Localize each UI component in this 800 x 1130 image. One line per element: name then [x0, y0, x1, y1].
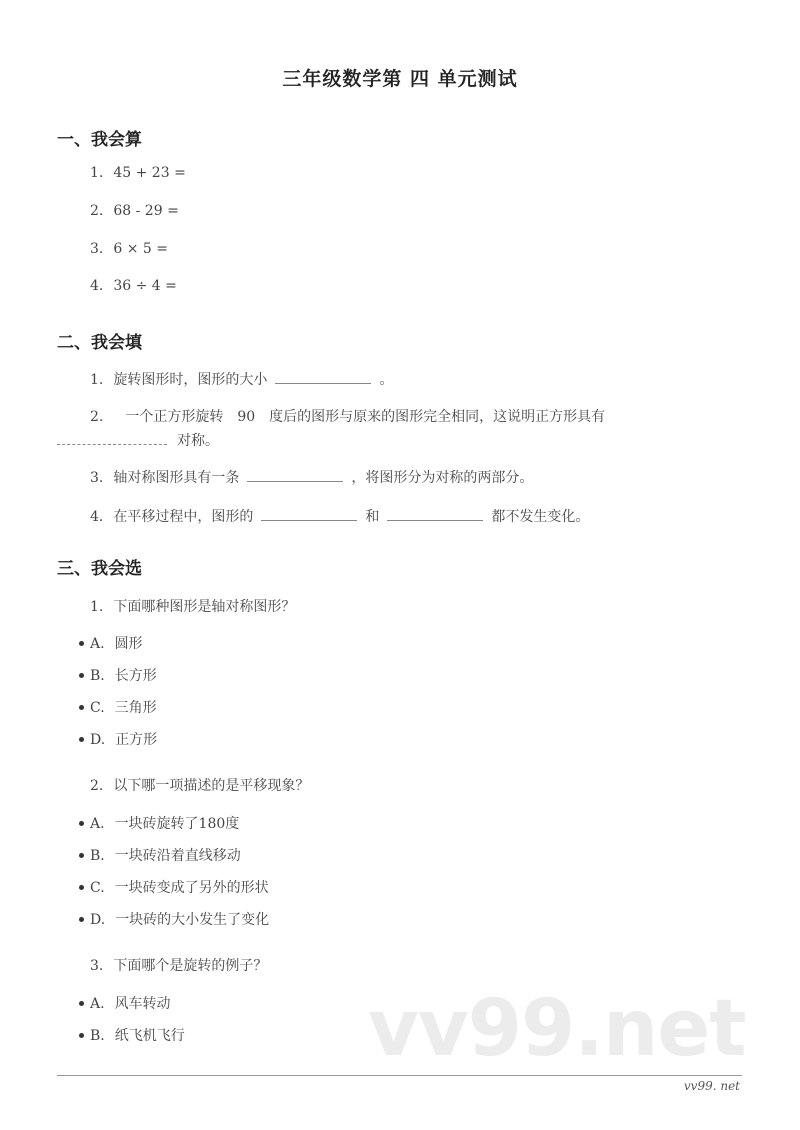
bullet-icon	[79, 1001, 84, 1006]
item-text: 轴对称图形具有一条	[113, 470, 240, 486]
bullet-icon	[79, 705, 84, 710]
item-number: 1.	[90, 165, 104, 181]
bullet-icon	[79, 885, 84, 890]
page-title: 三年级数学第 四 单元测试	[282, 68, 518, 90]
option-text: 正方形	[115, 732, 158, 748]
question-2	[90, 775, 309, 795]
option-label: B.	[90, 848, 105, 864]
option-item[interactable]	[90, 665, 157, 685]
watermark: vv99.net	[368, 984, 746, 1074]
option-label: B.	[90, 1028, 105, 1044]
option-text: 圆形	[114, 636, 143, 652]
item-number: 3.	[90, 958, 104, 974]
bullet-icon	[79, 673, 84, 678]
footer-divider	[57, 1075, 742, 1076]
bullet-icon	[79, 853, 84, 858]
item-text: 一个正方形旋转 90 度后的图形与原来的图形完全相同，这说明正方形具有	[125, 409, 606, 425]
option-text: 长方形	[114, 668, 157, 684]
fill-item-2-cont	[57, 430, 219, 450]
item-number: 1.	[90, 372, 104, 388]
option-label: A.	[90, 636, 105, 652]
option-label: A.	[90, 996, 105, 1012]
item-number: 3.	[90, 241, 104, 257]
option-text: 一块砖沿着直线移动	[114, 848, 241, 864]
option-text: 纸飞机飞行	[114, 1028, 185, 1044]
fill-item-2	[90, 406, 605, 426]
option-item[interactable]	[90, 633, 143, 653]
item-text: 。	[379, 372, 394, 388]
question-3	[90, 955, 267, 975]
item-number: 4.	[90, 509, 104, 525]
item-text: 和	[365, 509, 380, 525]
item-text: 45 + 23 =	[113, 165, 186, 181]
option-item[interactable]	[90, 993, 171, 1013]
option-label: C.	[90, 700, 105, 716]
option-item[interactable]	[90, 1025, 185, 1045]
option-label: D.	[90, 912, 106, 928]
fill-item-1	[90, 369, 393, 389]
option-text: 三角形	[114, 700, 157, 716]
option-label: A.	[90, 816, 105, 832]
option-label: C.	[90, 880, 105, 896]
option-label: D.	[90, 732, 106, 748]
question-text: 以下哪一项描述的是平移现象？	[113, 778, 310, 794]
section-heading-calc: 一、我会算	[57, 130, 142, 150]
option-text: 一块砖旋转了180度	[114, 816, 240, 832]
bullet-icon	[79, 821, 84, 826]
question-text: 下面哪种图形是轴对称图形？	[113, 599, 296, 615]
option-label: B.	[90, 668, 105, 684]
option-text: 风车转动	[114, 996, 171, 1012]
answer-blank[interactable]	[387, 508, 483, 521]
calc-item-4	[90, 278, 177, 294]
item-text: 6 × 5 =	[113, 241, 168, 257]
option-text: 一块砖变成了另外的形状	[114, 880, 269, 896]
item-text: 68 - 29 =	[113, 203, 179, 219]
answer-blank[interactable]	[247, 469, 343, 482]
option-item[interactable]	[90, 877, 269, 897]
footer-site: vv99. net	[683, 1079, 740, 1093]
item-text: 对称。	[177, 433, 219, 449]
calc-item-2	[90, 203, 179, 219]
fill-item-4	[90, 506, 589, 526]
bullet-icon	[79, 917, 84, 922]
question-text: 下面哪个是旋转的例子？	[113, 958, 268, 974]
option-item[interactable]	[90, 813, 239, 833]
question-1	[90, 596, 295, 616]
option-item[interactable]	[90, 909, 269, 929]
option-item[interactable]	[90, 697, 157, 717]
section-heading-choose: 三、我会选	[57, 559, 142, 579]
item-number: 2.	[90, 203, 104, 219]
option-text: 一块砖的大小发生了变化	[115, 912, 270, 928]
item-number: 3.	[90, 470, 104, 486]
item-text: 在平移过程中，图形的	[113, 509, 254, 525]
answer-blank[interactable]	[275, 371, 371, 384]
answer-blank[interactable]	[57, 434, 167, 445]
fill-item-3	[90, 467, 533, 487]
item-number: 2.	[90, 778, 104, 794]
bullet-icon	[79, 737, 84, 742]
item-text: 旋转图形时，图形的大小	[113, 372, 268, 388]
bullet-icon	[79, 1033, 84, 1038]
calc-item-1	[90, 165, 186, 181]
item-text: ，将图形分为对称的两部分。	[351, 470, 534, 486]
answer-blank[interactable]	[261, 508, 357, 521]
calc-item-3	[90, 241, 168, 257]
item-text: 36 ÷ 4 =	[113, 278, 177, 294]
item-text: 都不发生变化。	[491, 509, 590, 525]
option-item[interactable]	[90, 729, 157, 749]
option-item[interactable]	[90, 845, 241, 865]
item-number: 4.	[90, 278, 104, 294]
item-number: 2.	[90, 409, 104, 425]
section-heading-fill: 二、我会填	[57, 333, 142, 353]
bullet-icon	[79, 641, 84, 646]
item-number: 1.	[90, 599, 104, 615]
